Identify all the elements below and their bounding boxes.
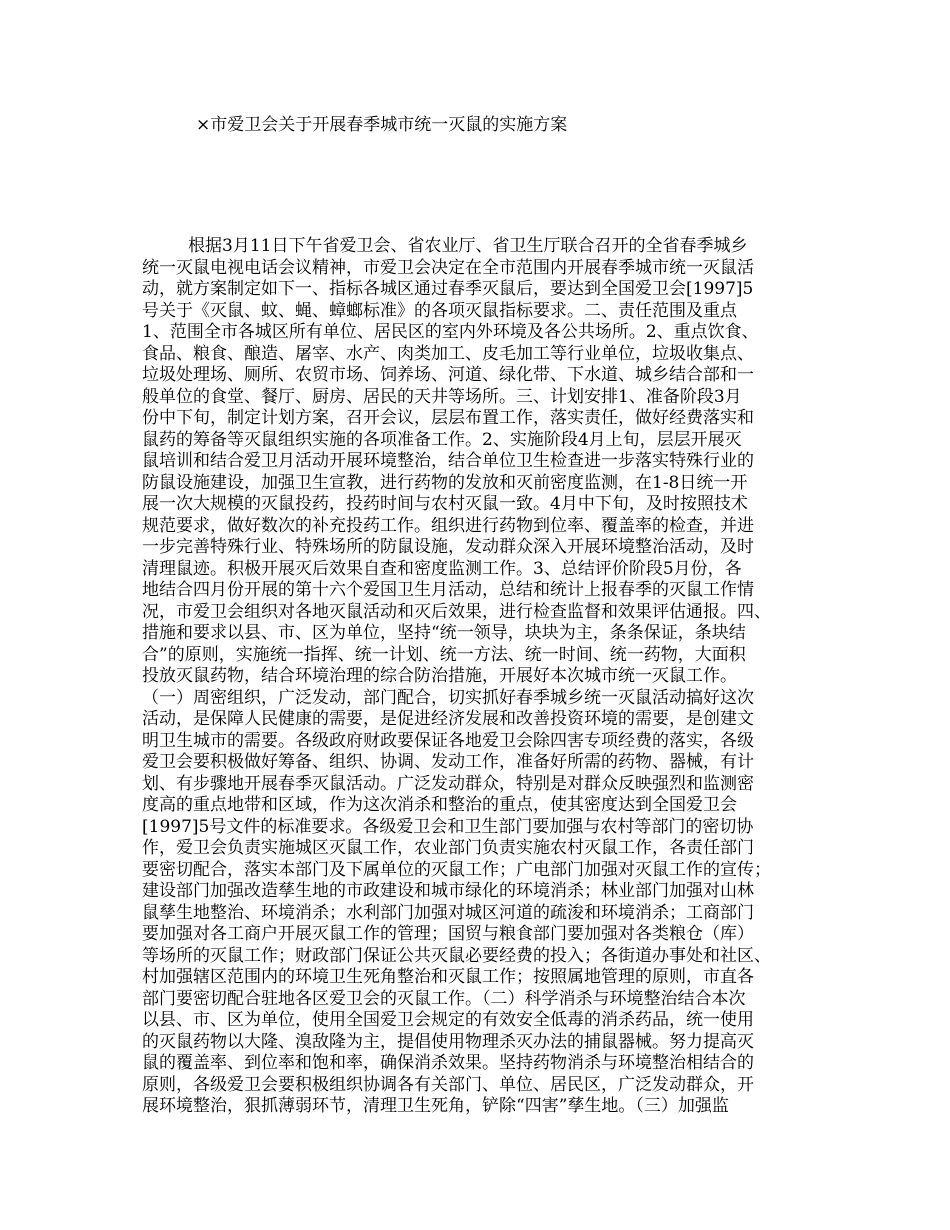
paragraph-line: 爱卫会要积极做好筹备、组织、协调、发动工作，准备好所需的药物、器械，有计 bbox=[142, 752, 754, 772]
paragraph-line: [1997]5号文件的标准要求。各级爱卫会和卫生部门要加强与农村等部门的密切协 bbox=[142, 816, 754, 837]
document-title: ×市爱卫会关于开展春季城市统一灭鼠的实施方案 bbox=[196, 115, 568, 135]
paragraph-line: 地结合四月份开展的第十六个爱国卫生月活动，总结和统计上报春季的灭鼠工作情 bbox=[142, 580, 754, 600]
paragraph-line: 部门要密切配合驻地各区爱卫会的灭鼠工作。（二）科学消杀与环境整治结合本次 bbox=[142, 988, 746, 1009]
paragraph-line: 措施和要求以县、市、区为单位，坚持“统一领导，块块为主，条条保证，条块结 bbox=[142, 623, 746, 643]
paragraph-line: 鼠培训和结合爱卫月活动开展环境整治，结合单位卫生检查进一步落实特殊行业的 bbox=[142, 451, 754, 471]
paragraph-line: 根据3月11日下午省爱卫会、省农业厅、省卫生厅联合召开的全省春季城乡 bbox=[188, 236, 748, 256]
paragraph-line: 原则，各级爱卫会要积极组织协调各有关部门、单位、居民区，广泛发动群众，开 bbox=[142, 1074, 754, 1095]
paragraph-line: 的灭鼠药物以大隆、溴敌隆为主，提倡使用物理杀灭办法的捕鼠器械。努力提高灭 bbox=[142, 1031, 754, 1052]
paragraph-line: 展一次大规模的灭鼠投药，投药时间与农村灭鼠一致。4月中下旬，及时按照技术 bbox=[142, 494, 748, 514]
paragraph-line: 要加强对各工商户开展灭鼠工作的管理；国贸与粮食部门要加强对各类粮仓（库） bbox=[142, 924, 754, 944]
paragraph-line: 统一灭鼠电视电话会议精神，市爱卫会决定在全市范围内开展春季城市统一灭鼠活 bbox=[142, 257, 754, 278]
paragraph-line: 合”的原则，实施统一指挥、统一计划、统一方法、统一时间、统一药物，大面积 bbox=[142, 644, 746, 665]
paragraph-line: 明卫生城市的需要。各级政府财政要保证各地爱卫会除四害专项经费的落实，各级 bbox=[142, 730, 754, 751]
paragraph-line: 建设部门加强改造孳生地的市政建设和城市绿化的环境消杀；林业部门加强对山林 bbox=[142, 881, 754, 901]
paragraph-line: 以县、市、区为单位，使用全国爱卫会规定的有效安全低毒的消杀药品，统一使用 bbox=[142, 1010, 754, 1030]
paragraph-line: 村加强辖区范围内的环境卫生死角整治和灭鼠工作；按照属地管理的原则，市直各 bbox=[142, 967, 754, 987]
paragraph-line: 划、有步骤地开展春季灭鼠活动。广泛发动群众，特别是对群众反映强烈和监测密 bbox=[142, 773, 754, 794]
paragraph-line: 防鼠设施建设，加强卫生宣教，进行药物的发放和灭前密度监测，在1-8日统一开 bbox=[142, 472, 748, 493]
paragraph-line: 展环境整治，狠抓薄弱环节，清理卫生死角，铲除“四害”孳生地。（三）加强监 bbox=[142, 1096, 729, 1116]
paragraph-line: 份中下旬，制定计划方案，召开会议，层层布置工作，落实责任，做好经费落实和 bbox=[142, 408, 754, 428]
paragraph-line: 鼠的覆盖率、到位率和饱和率，确保消杀效果。坚持药物消杀与环境整治相结合的 bbox=[142, 1053, 754, 1073]
paragraph-line: 清理鼠迹。积极开展灭后效果自查和密度监测工作。3、总结评价阶段5月份，各 bbox=[142, 558, 742, 579]
document-body bbox=[142, 236, 822, 1118]
paragraph-line: 食品、粮食、酿造、屠宰、水产、肉类加工、皮毛加工等行业单位，垃圾收集点、 bbox=[142, 343, 754, 364]
paragraph-line: 动，就方案制定如下一、指标各城区通过春季灭鼠后，要达到全国爱卫会[1997]5 bbox=[142, 279, 754, 299]
paragraph-line: 投放灭鼠药物，结合环境治理的综合防治措施，开展好本次城市统一灭鼠工作。 bbox=[142, 666, 737, 686]
paragraph-line: 鼠孳生地整治、环境消杀；水利部门加强对城区河道的疏浚和环境消杀；工商部门 bbox=[142, 902, 754, 923]
paragraph-line: 活动，是保障人民健康的需要，是促进经济发展和改善投资环境的需要，是创建文 bbox=[142, 709, 754, 729]
paragraph-line: 度高的重点地带和区域，作为这次消杀和整治的重点，使其密度达到全国爱卫会 bbox=[142, 795, 737, 815]
paragraph-line: 况，市爱卫会组织对各地灭鼠活动和灭后效果，进行检查监督和效果评估通报。四、 bbox=[142, 601, 771, 622]
paragraph-line: 1、范围全市各城区所有单位、居民区的室内外环境及各公共场所。2、重点饮食、 bbox=[142, 322, 759, 342]
paragraph-line: （一）周密组织，广泛发动，部门配合，切实抓好春季城乡统一灭鼠活动搞好这次 bbox=[142, 687, 754, 708]
paragraph-line: 等场所的灭鼠工作；财政部门保证公共灭鼠必要经费的投入；各街道办事处和社区、 bbox=[142, 945, 771, 966]
paragraph-line: 一步完善特殊行业、特殊场所的防鼠设施，发动群众深入开展环境整治活动，及时 bbox=[142, 537, 754, 557]
paragraph-line: 要密切配合，落实本部门及下属单位的灭鼠工作；广电部门加强对灭鼠工作的宣传； bbox=[142, 859, 771, 880]
paragraph-line: 般单位的食堂、餐厅、厨房、居民的天井等场所。三、计划安排1、准备阶段3月 bbox=[142, 386, 742, 407]
paragraph-line: 鼠药的筹备等灭鼠组织实施的各项准备工作。2、实施阶段4月上旬，层层开展灭 bbox=[142, 429, 742, 450]
paragraph-line: 号关于《灭鼠、蚊、蝇、蟑螂标准》的各项灭鼠指标要求。二、责任范围及重点 bbox=[142, 300, 737, 321]
paragraph-line: 垃圾处理场、厕所、农贸市场、饲养场、河道、绿化带、下水道、城乡结合部和一 bbox=[142, 365, 754, 385]
paragraph-line: 规范要求，做好数次的补充投药工作。组织进行药物到位率、覆盖率的检查，并进 bbox=[142, 515, 754, 536]
paragraph-line: 作，爱卫会负责实施城区灭鼠工作，农业部门负责实施农村灭鼠工作，各责任部门 bbox=[142, 838, 754, 858]
